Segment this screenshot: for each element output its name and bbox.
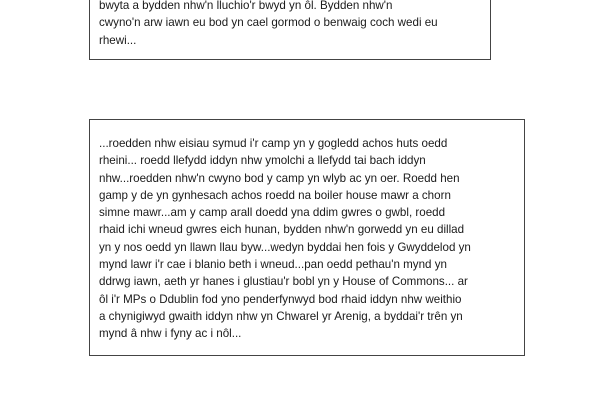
- excerpt-main-line-10: ôl i'r MPs o Ddublin fod yno penderfynwyd bod rhaid iddyn nhw weithio: [99, 292, 462, 306]
- excerpt-main-line-4: gamp y de yn gynhesach achos roedd na boiler house mawr a chorn: [99, 188, 451, 202]
- excerpt-main-line-1: ...roedden nhw eisiau symud i'r camp yn y gogledd achos huts oedd: [99, 137, 448, 150]
- excerpt-main-line-5: simne mawr...am y camp arall doedd yna ddim gwres o gwbl, roedd: [99, 206, 446, 220]
- excerpt-main-line-11: a chynigiwyd gwaith iddyn nhw yn Chwarel yr Arenig, a byddai'r trên yn: [99, 309, 463, 323]
- excerpt-main-line-9: ddrwg iawn, aeth yr hanes i glustiau'r bobl yn y House of Commons... ar: [99, 275, 468, 289]
- excerpt-top-line-1: bwyta a bydden nhw'n lluchio'r bwyd yn ôl. Bydden nhw'n: [99, 0, 393, 12]
- excerpt-main-line-7: yn y nos oedd yn llawn llau byw...wedyn byddai hen fois y Gwyddelod yn: [99, 240, 471, 254]
- excerpt-main-line-3: nhw...roedden nhw'n cwyno bod y camp yn wlyb ac yn oer. Roedd hen: [99, 171, 460, 185]
- excerpt-main-line-12: mynd â nhw i fyny ac i nôl...: [99, 327, 242, 341]
- excerpt-top-line-2: cwyno'n arw iawn eu bod yn cael gormod o benwaig coch wedi eu: [99, 16, 438, 30]
- excerpt-box-main: [89, 119, 525, 356]
- excerpt-main-line-8: mynd lawr i'r cae i blanio beth i wneud...pan oedd pethau'n mynd yn: [99, 258, 447, 272]
- excerpt-box-top: [89, 0, 491, 60]
- excerpt-main-line-6: rhaid ichi wneud gwres eich hunan, bydden nhw'n gorwedd yn eu dillad: [99, 223, 465, 237]
- excerpt-top-line-3: rhewi...: [99, 33, 137, 47]
- excerpt-main-line-2: rheini... roedd llefydd iddyn nhw ymolchi a llefydd tai bach iddyn: [99, 154, 426, 168]
